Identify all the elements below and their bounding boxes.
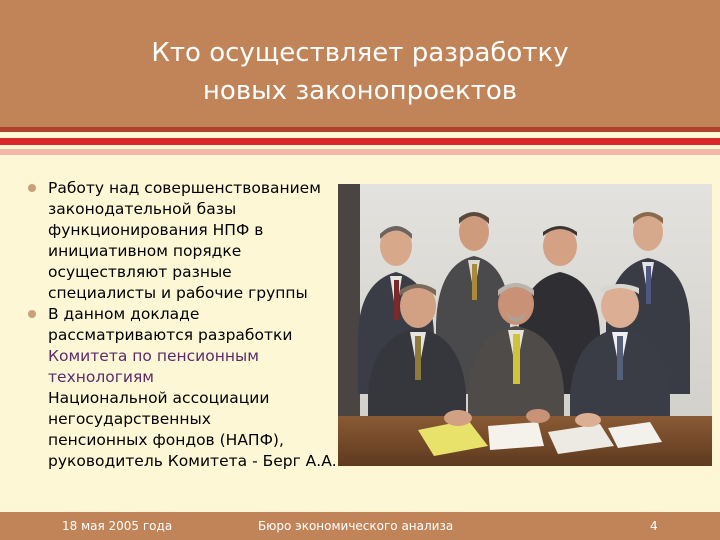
bullet-line: Работу над совершенствованием (48, 179, 321, 197)
bullet-line: инициативном порядке (48, 242, 242, 260)
bullet-dot-icon (28, 184, 36, 192)
decorative-stripe (0, 149, 720, 155)
bullet-line: руководитель Комитета - Берг А.А. (48, 452, 337, 470)
bullet-line: пенсионных фондов (НАПФ), (48, 431, 284, 449)
footer-organization: Бюро экономического анализа (258, 519, 454, 533)
footer-date: 18 мая 2005 года (62, 519, 173, 533)
bullet-line: осуществляют разные (48, 263, 232, 281)
bullet-line: негосударственных (48, 410, 211, 428)
bullet-item (28, 304, 348, 472)
bullet-list (28, 178, 348, 472)
group-photo (338, 184, 712, 466)
bullet-line: специалисты и рабочие группы (48, 284, 308, 302)
slide-title-line-2: новых законопроектов (202, 76, 518, 106)
bullet-line: В данном докладе (48, 305, 200, 323)
bullet-dot-icon (28, 310, 36, 318)
bullet-item (28, 178, 348, 304)
bullet-line: функционирования НПФ в (48, 221, 264, 239)
slide-title (0, 34, 720, 110)
group-photo-image (338, 184, 712, 466)
committee-name-highlight: Комитета по пенсионным (48, 347, 259, 365)
bullet-line: законодательной базы (48, 200, 237, 218)
committee-name-highlight: технологиям (48, 368, 154, 386)
bullet-line: Национальной ассоциации (48, 389, 270, 407)
bullet-line: рассматриваются разработки (48, 326, 293, 344)
page-number: 4 (650, 519, 658, 533)
decorative-stripe (0, 138, 720, 145)
slide-title-line-1: Кто осуществляет разработку (151, 38, 569, 68)
